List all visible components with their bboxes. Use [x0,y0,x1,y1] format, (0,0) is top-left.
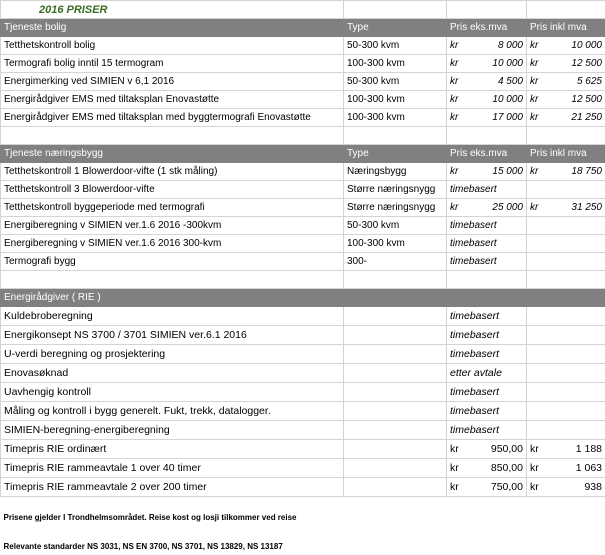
price-inc-vat [527,217,605,235]
price-value: 938 [584,481,602,493]
price-ex-vat [447,253,527,271]
service-name: Kuldebroberegning [1,307,344,326]
price-value: 18 750 [571,166,602,177]
price-inc-vat [527,235,605,253]
service-type: 50-300 kvm [344,73,447,91]
service-name: Termografi bolig inntil 15 termogram [1,55,344,73]
service-type: 100-300 kvm [344,109,447,127]
table-row [1,55,605,73]
footer-note: Prisene gjelder I Trondhelmsområdet. Reise kost og losji tilkommer ved reise [1,509,605,526]
table-row [1,326,605,345]
table-row [1,271,605,289]
price-value: 10 000 [571,40,602,51]
price-ex-vat [447,163,527,181]
column-header: Pris inkl mva [527,145,605,163]
table-row [1,478,605,497]
price-value: 4 500 [498,76,523,87]
service-name: Tetthetskontroll 1 Blowerdoor-vifte (1 stk måling) [1,163,344,181]
table-row [1,289,605,307]
service-name: Energiberegning v SIMIEN ver.1.6 2016 300-kvm [1,235,344,253]
currency-label: kr [530,112,538,123]
price-inc-vat [527,163,605,181]
table-row [1,1,605,19]
service-type: 100-300 kvm [344,91,447,109]
service-name: Timepris RIE rammeavtale 1 over 40 timer [1,459,344,478]
service-name: Måling og kontroll i bygg generelt. Fukt, trekk, datalogger. [1,402,344,421]
price-inc-vat [527,459,605,478]
price-ex-vat [447,478,527,497]
currency-label: kr [530,40,538,51]
currency-label: kr [530,58,538,69]
price-ex-vat [447,73,527,91]
table-row [1,253,605,271]
price-value: 17 000 [492,112,523,123]
service-name: Energirådgiver EMS med tiltaksplan med byggtermografi Enovastøtte [1,109,344,127]
price-value: 1 188 [576,443,602,455]
table-row [1,73,605,91]
table-row [1,526,605,538]
service-name: Energimerking ved SIMIEN v 6,1 2016 [1,73,344,91]
price-value: 12 500 [571,58,602,69]
table-row [1,19,605,37]
price-value: 8 000 [498,40,523,51]
price-ex-vat [447,235,527,253]
currency-label: kr [450,94,458,105]
section-header: Energirådgiver ( RIE ) [1,289,344,307]
price-inc-vat [527,478,605,497]
service-name: Tetthetskontroll 3 Blowerdoor-vifte [1,181,344,199]
price-ex-vat [447,440,527,459]
table-row [1,181,605,199]
price-ex-vat [447,37,527,55]
price-value: timebasert [450,184,497,195]
table-row [1,37,605,55]
table-row [1,199,605,217]
price-value: 750,00 [491,481,523,493]
price-value: 10 000 [492,94,523,105]
service-name: U-verdi beregning og prosjektering [1,345,344,364]
service-name: Tetthetskontroll byggeperiode med termografi [1,199,344,217]
service-name: SIMIEN-beregning-energiberegning [1,421,344,440]
column-header: Tjeneste næringsbygg [1,145,344,163]
price-ex-vat: etter avtale [447,364,527,383]
service-name: Energirådgiver EMS med tiltaksplan Enovastøtte [1,91,344,109]
table-row [1,307,605,326]
currency-label: kr [530,202,538,213]
table-row [1,383,605,402]
price-ex-vat [447,217,527,235]
service-type: 50-300 kvm [344,37,447,55]
service-type: Større næringsnygg [344,181,447,199]
column-header: Type [344,19,447,37]
table-row [1,440,605,459]
price-ex-vat [447,109,527,127]
table-row [1,497,605,510]
currency-label: kr [450,40,458,51]
currency-label: kr [450,112,458,123]
price-value: 10 000 [492,58,523,69]
price-value: 12 500 [571,94,602,105]
page-title: 2016 PRISER [1,1,344,19]
currency-label: kr [530,76,538,87]
price-ex-vat [447,91,527,109]
price-inc-vat [527,37,605,55]
table-row [1,163,605,181]
table-row [1,421,605,440]
price-ex-vat [447,181,527,199]
price-value: 21 250 [571,112,602,123]
price-inc-vat [527,440,605,459]
price-value: timebasert [450,256,497,267]
price-ex-vat [447,459,527,478]
currency-label: kr [450,202,458,213]
service-name: Timepris RIE rammeavtale 2 over 200 timer [1,478,344,497]
service-name: Enovasøknad [1,364,344,383]
table-row [1,402,605,421]
column-header: Tjeneste bolig [1,19,344,37]
currency-label: kr [450,481,459,493]
price-value: 15 000 [492,166,523,177]
currency-label: kr [450,462,459,474]
currency-label: kr [450,443,459,455]
price-inc-vat [527,109,605,127]
price-ex-vat [447,199,527,217]
table-row [1,127,605,145]
table-row [1,538,605,555]
price-value: 31 250 [571,202,602,213]
column-header: Type [344,145,447,163]
service-name: Energiberegning v SIMIEN ver.1.6 2016 -300kvm [1,217,344,235]
currency-label: kr [530,443,539,455]
service-type: Større næringsnygg [344,199,447,217]
price-ex-vat: timebasert [447,307,527,326]
currency-label: kr [450,58,458,69]
service-type: 300- [344,253,447,271]
column-header: Pris inkl mva [527,19,605,37]
price-value: 850,00 [491,462,523,474]
price-inc-vat [527,91,605,109]
currency-label: kr [530,481,539,493]
price-inc-vat [527,73,605,91]
table-row [1,459,605,478]
service-name: Uavhengig kontroll [1,383,344,402]
table-row [1,364,605,383]
table-row [1,509,605,526]
currency-label: kr [530,166,538,177]
service-type: Næringsbygg [344,163,447,181]
service-type: 50-300 kvm [344,217,447,235]
price-value: 25 000 [492,202,523,213]
price-inc-vat [527,199,605,217]
column-header: Pris eks.mva [447,145,527,163]
service-type: 100-300 kvm [344,235,447,253]
price-value: timebasert [450,220,497,231]
price-inc-vat [527,253,605,271]
column-header: Pris eks.mva [447,19,527,37]
price-ex-vat: timebasert [447,383,527,402]
service-type: 100-300 kvm [344,55,447,73]
currency-label: kr [530,94,538,105]
table-row [1,109,605,127]
table-row [1,217,605,235]
currency-label: kr [450,76,458,87]
currency-label: kr [530,462,539,474]
price-ex-vat [447,55,527,73]
table-row [1,235,605,253]
table-row [1,345,605,364]
price-ex-vat: timebasert [447,326,527,345]
price-inc-vat [527,55,605,73]
service-name: Tetthetskontroll bolig [1,37,344,55]
price-ex-vat: timebasert [447,345,527,364]
price-value: 1 063 [576,462,602,474]
price-value: 5 625 [577,76,602,87]
price-ex-vat: timebasert [447,402,527,421]
price-ex-vat: timebasert [447,421,527,440]
service-name: Termografi bygg [1,253,344,271]
price-value: 950,00 [491,443,523,455]
currency-label: kr [450,166,458,177]
service-name: Energikonsept NS 3700 / 3701 SIMIEN ver.6.1 2016 [1,326,344,345]
table-row [1,91,605,109]
price-value: timebasert [450,238,497,249]
table-row [1,145,605,163]
service-name: Timepris RIE ordinært [1,440,344,459]
footer-note: Relevante standarder NS 3031, NS EN 3700, NS 3701, NS 13829, NS 13187 [1,538,605,555]
price-inc-vat [527,181,605,199]
